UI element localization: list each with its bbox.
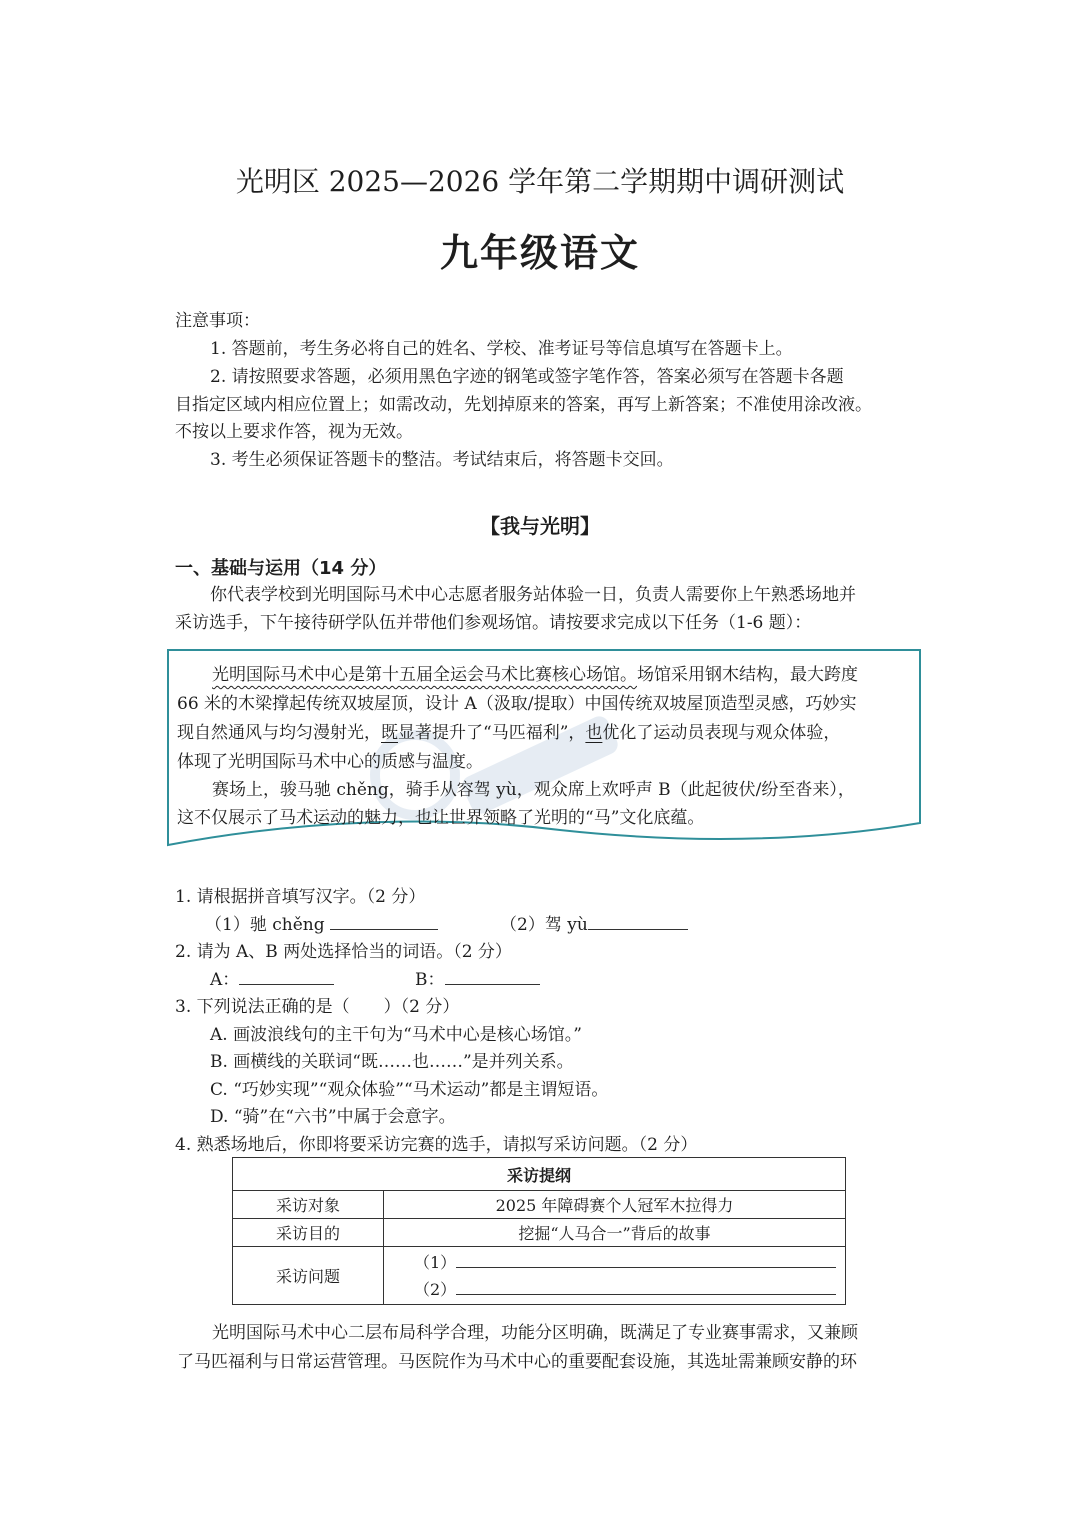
passage-line5: 赛场上，骏马驰 chěng，骑手从容驾 yù，观众席上欢呼声 B（此起彼伏/纷至沓来）， xyxy=(212,780,855,800)
q1-a-label: （1）驰 chěng xyxy=(205,915,325,935)
question-3-option-a[interactable]: A. 画波浪线句的主干句为“马术中心是核心场馆。” xyxy=(210,1025,582,1045)
exam-subject-title: 九年级语文 xyxy=(439,231,640,275)
q1-b-blank[interactable] xyxy=(588,911,688,930)
passage-line3-c: 优化了运动员表现与观众体验， xyxy=(602,723,841,743)
exam-header-title: 光明区 2025—2026 学年第二学期期中调研测试 xyxy=(235,165,845,198)
table-row-value: 2025 年障碍赛个人冠军木拉得力 xyxy=(384,1191,846,1219)
question-1-a xyxy=(205,910,438,935)
notes-heading: 注意事项： xyxy=(175,311,260,331)
passage-line4: 体现了光明国际马术中心的质感与温度。 xyxy=(177,752,483,772)
question-4: 4. 熟悉场地后，你即将要采访完赛的选手，请拟写采访问题。（2 分） xyxy=(175,1135,698,1155)
question-1-b xyxy=(500,910,688,935)
q2-b-blank[interactable] xyxy=(445,966,540,985)
table-row-value: 挖掘“人马合一”背后的故事 xyxy=(384,1219,846,1247)
table-question-label: 采访问题 xyxy=(233,1247,384,1305)
question-3: 3. 下列说法正确的是（ ）（2 分） xyxy=(175,997,460,1017)
table-row xyxy=(233,1219,846,1247)
q1-a-blank[interactable] xyxy=(330,911,438,930)
section-theme-title: 【我与光明】 xyxy=(480,514,600,538)
part1-intro-line2: 采访选手，下午接待研学队伍并带他们参观场馆。请按要求完成以下任务（1-6 题）： xyxy=(175,613,812,633)
passage-line3-b: 显著提升了“马匹福利”， xyxy=(398,723,586,743)
notes-item-1: 1. 答题前，考生务必将自己的姓名、学校、准考证号等信息填写在答题卡上。 xyxy=(210,339,793,359)
passage-line6: 这不仅展示了马术运动的魅力，也让世界领略了光明的“马”文化底蕴。 xyxy=(177,808,705,828)
question-1: 1. 请根据拼音填写汉字。（2 分） xyxy=(175,887,426,907)
closing-line2: 了马匹福利与日常运营管理。马医院作为马术中心的重要配套设施，其选址需兼顾安静的环 xyxy=(177,1352,857,1372)
q2-b-label: B： xyxy=(415,970,445,990)
q2-a-label: A： xyxy=(210,970,240,990)
question-3-option-b[interactable]: B. 画横线的关联词“既……也……”是并列关系。 xyxy=(210,1052,574,1072)
q-slot-2-blank[interactable] xyxy=(456,1276,836,1295)
part1-heading: 一、基础与运用（14 分） xyxy=(175,558,387,579)
table-row-label: 采访目的 xyxy=(233,1219,384,1247)
table-title: 采访提纲 xyxy=(233,1158,846,1191)
q-slot-1-blank[interactable] xyxy=(456,1249,836,1268)
closing-line1: 光明国际马术中心二层布局科学合理，功能分区明确，既满足了专业赛事需求，又兼顾 xyxy=(212,1323,858,1343)
notes-item-3: 3. 考生必须保证答题卡的整洁。考试结束后，将答题卡交回。 xyxy=(210,450,674,470)
question-2-b xyxy=(415,965,540,990)
table-question-slots xyxy=(384,1247,846,1305)
q-slot-2-label: （2） xyxy=(414,1279,457,1299)
q-slot-1-label: （1） xyxy=(414,1252,457,1272)
passage-wavy-sentence: 光明国际马术中心是第十五届全运会马术比赛核心场馆。 xyxy=(212,665,637,685)
passage-connective-ji: 既 xyxy=(381,723,398,743)
passage-line3-a: 现自然通风与均匀漫射光， xyxy=(177,723,381,743)
question-3-option-d[interactable]: D. “骑”在“六书”中属于会意字。 xyxy=(210,1107,456,1127)
q2-a-blank[interactable] xyxy=(239,966,334,985)
notes-item-2-cont: 目指定区域内相应位置上；如需改动，先划掉原来的答案，再写上新答案；不准使用涂改液。 xyxy=(175,395,872,415)
passage-line1 xyxy=(212,660,858,685)
notes-item-2-end: 不按以上要求作答，视为无效。 xyxy=(175,422,413,442)
table-row xyxy=(233,1191,846,1219)
table-row-label: 采访对象 xyxy=(233,1191,384,1219)
part1-intro-line1: 你代表学校到光明国际马术中心志愿者服务站体验一日，负责人需要你上午熟悉场地并 xyxy=(210,585,856,605)
table-row xyxy=(233,1247,846,1305)
question-2: 2. 请为 A、B 两处选择恰当的词语。（2 分） xyxy=(175,942,512,962)
q1-b-label: （2）驾 yù xyxy=(500,915,588,935)
passage-connective-ye: 也 xyxy=(585,723,603,743)
notes-item-2: 2. 请按照要求答题，必须用黑色字迹的钢笔或签字笔作答，答案必须写在答题卡各题 xyxy=(210,367,844,387)
question-2-a xyxy=(210,965,334,990)
question-3-option-c[interactable]: C. “巧妙实现”“观众体验”“马术运动”都是主谓短语。 xyxy=(210,1080,609,1100)
interview-outline-table xyxy=(232,1157,846,1305)
passage-line3 xyxy=(177,718,840,743)
passage-line2: 66 米的木梁撑起传统双坡屋顶，设计 A（汲取/提取）中国传统双坡屋顶造型灵感，巧妙实 xyxy=(177,694,857,714)
passage-line1-rest: 场馆采用钢木结构，最大跨度 xyxy=(637,665,858,685)
